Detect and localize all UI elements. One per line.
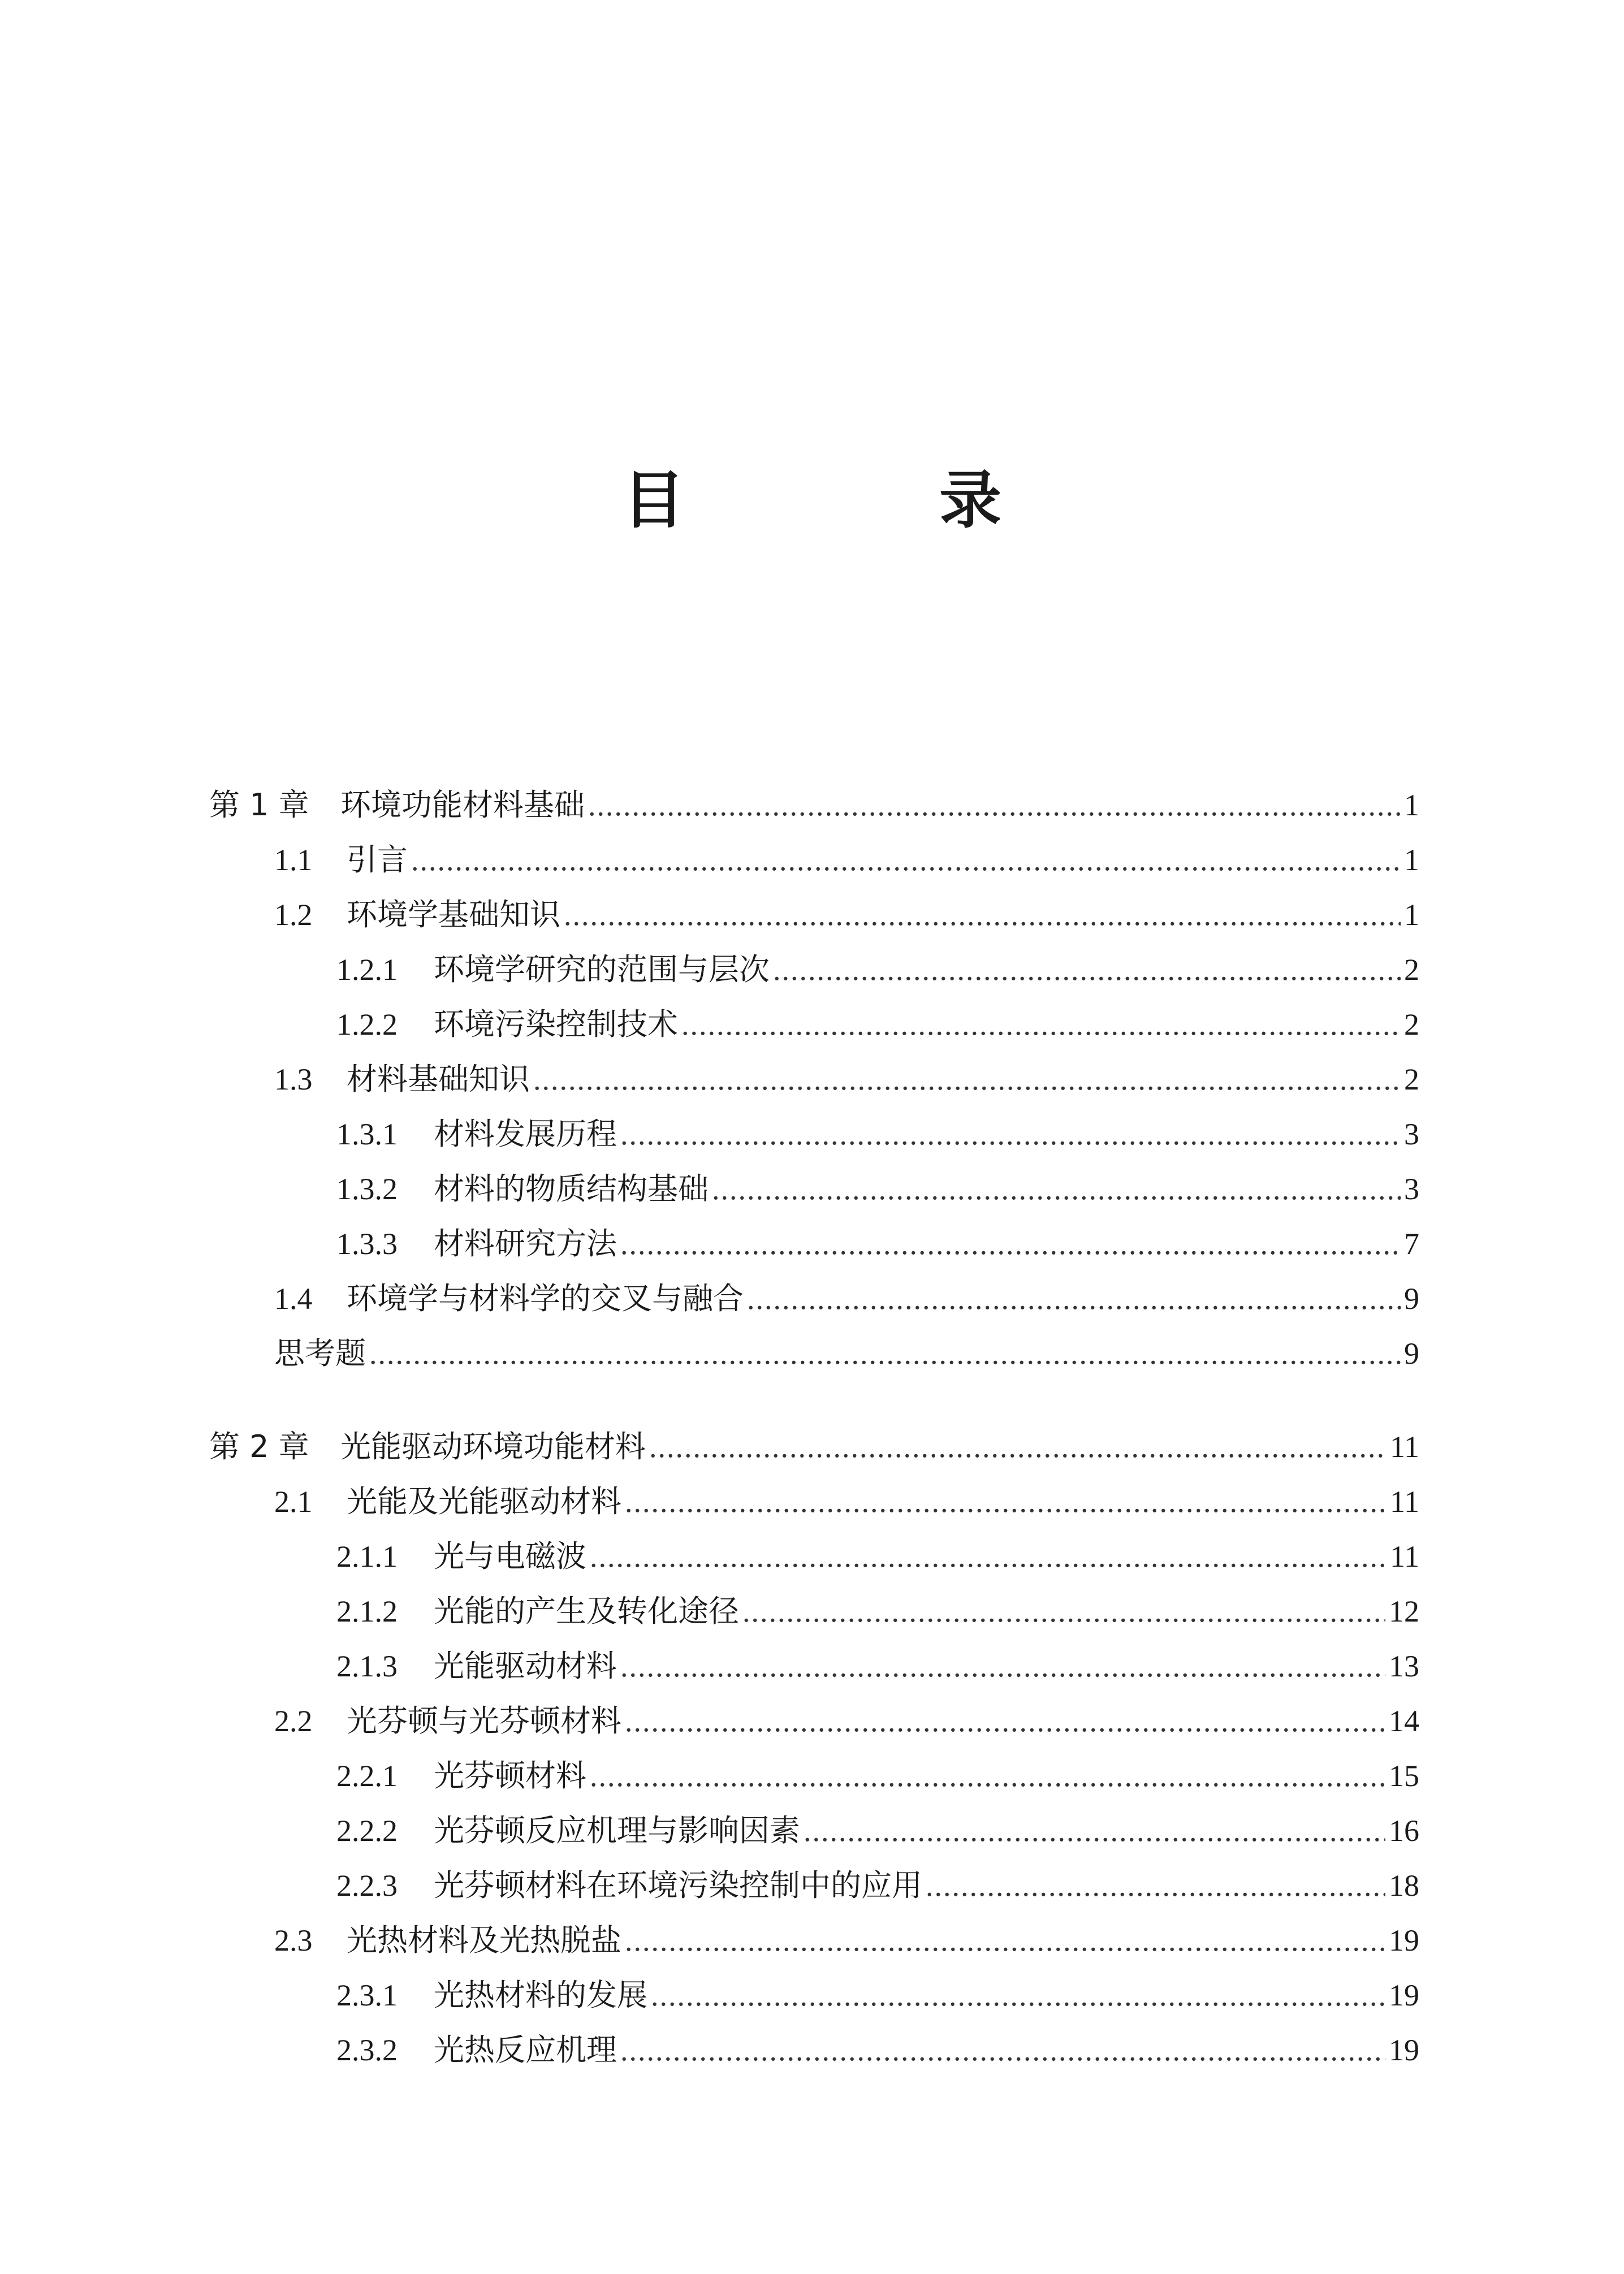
toc-leader-dots [651,1968,1385,2023]
toc-entry[interactable] [209,1106,1419,1161]
toc-entry-page-number: 11 [1390,1430,1419,1464]
toc-entry-page-number: 1 [1404,788,1419,822]
toc-entry-number: 第 2 章 [209,1429,309,1464]
toc-leader-dots [588,778,1401,833]
toc-entry[interactable] [209,1474,1419,1529]
toc-entry-page-number: 12 [1389,1594,1419,1628]
toc-entry-label: 材料发展历程 [434,1116,617,1152]
toc-entry-page-number: 1 [1404,843,1419,877]
toc-leader-dots [620,1217,1401,1272]
toc-entry[interactable] [209,1803,1419,1858]
toc-entry-number: 2.3.2 [336,2033,398,2067]
toc-entry-number: 1.3.1 [336,1117,398,1151]
toc-entry-label: 引言 [347,842,408,877]
toc-entry-label: 思考题 [274,1335,366,1371]
toc-entry-label: 光能及光能驱动材料 [347,1484,621,1519]
toc-entry-number: 1.3.2 [336,1172,398,1206]
toc-entry-label: 材料的物质结构基础 [434,1171,709,1207]
toc-entry-page-number: 14 [1389,1704,1419,1738]
toc-entry-label: 环境学与材料学的交叉与融合 [347,1281,744,1316]
toc-entry-label: 光热材料及光热脱盐 [347,1922,621,1958]
toc-leader-dots [712,1162,1401,1217]
toc-entry-number: 1.4 [274,1282,313,1316]
toc-entry-page-number: 11 [1390,1485,1419,1519]
toc-entry-number: 1.3 [274,1062,313,1096]
toc-entry-label: 光热材料的发展 [434,1977,647,2013]
toc-leader-dots [804,1804,1385,1858]
toc-entry-number: 2.3 [274,1923,313,1957]
toc-entry-label: 环境学基础知识 [347,897,560,932]
toc-entry-page-number: 7 [1404,1227,1419,1261]
toc-leader-dots [625,1913,1385,1968]
toc-leader-dots [533,1052,1401,1107]
toc-leader-dots [411,833,1401,888]
toc-leader-dots [369,1326,1401,1381]
toc-entry-number: 1.2 [274,898,313,932]
toc-entry-number: 1.2.1 [336,953,398,987]
toc-entry-label: 光能的产生及转化途径 [434,1593,739,1629]
toc-entry-label: 环境学研究的范围与层次 [434,952,770,987]
toc-entry-number: 2.1.3 [336,1649,398,1683]
toc-leader-dots [747,1272,1401,1326]
toc-leader-dots [681,997,1401,1052]
toc-leader-dots [564,888,1401,943]
toc-entry-label: 光芬顿材料在环境污染控制中的应用 [434,1867,922,1903]
toc-leader-dots [926,1858,1385,1913]
toc-entry-label: 环境功能材料基础 [340,787,585,823]
toc-entry-label: 光芬顿材料 [434,1758,586,1793]
toc-entry[interactable] [209,1968,1419,2022]
toc-entry-label: 光能驱动环境功能材料 [340,1429,646,1464]
toc-entry[interactable] [209,1748,1419,1803]
toc-entry-page-number: 13 [1389,1649,1419,1683]
table-of-contents [209,777,1419,2077]
toc-entry-page-number: 3 [1404,1172,1419,1206]
toc-entry[interactable] [209,1161,1419,1216]
toc-entry-number: 第 1 章 [209,787,309,823]
toc-entry-number: 2.2.3 [336,1869,398,1903]
toc-entry-number: 2.1.2 [336,1594,398,1628]
toc-entry[interactable] [209,887,1419,942]
toc-entry-number: 2.2.2 [336,1814,398,1848]
toc-entry[interactable] [209,1639,1419,1693]
toc-entry-page-number: 1 [1404,898,1419,932]
toc-entry-number: 2.1.1 [336,1540,398,1573]
toc-entry-page-number: 2 [1404,1008,1419,1041]
toc-chapter-entry[interactable] [209,1419,1419,1474]
toc-entry-number: 2.3.1 [336,1978,398,2012]
toc-entry[interactable] [209,1529,1419,1584]
toc-entry-label: 光与电磁波 [434,1538,586,1574]
toc-entry-label: 光能驱动材料 [434,1648,617,1684]
toc-entry-number: 1.3.3 [336,1227,398,1261]
toc-entry[interactable] [209,997,1419,1052]
toc-leader-dots [620,2023,1385,2078]
toc-entry-page-number: 9 [1404,1337,1419,1371]
toc-leader-dots [649,1420,1387,1475]
toc-entry-page-number: 16 [1389,1814,1419,1848]
toc-leader-dots [620,1107,1401,1162]
toc-entry[interactable] [209,1271,1419,1326]
page-title: 目 录 [623,464,1098,537]
toc-entry-label: 光芬顿反应机理与影响因素 [434,1813,800,1848]
toc-entry-page-number: 19 [1389,2033,1419,2067]
toc-entry-page-number: 15 [1389,1759,1419,1793]
toc-entry-number: 2.2 [274,1704,313,1738]
toc-entry-page-number: 11 [1390,1540,1419,1573]
toc-entry-number: 1.2.2 [336,1008,398,1041]
toc-leader-dots [590,1529,1387,1584]
toc-entry-page-number: 19 [1389,1923,1419,1957]
toc-entry-label: 光芬顿与光芬顿材料 [347,1703,621,1739]
toc-entry[interactable] [209,1216,1419,1271]
toc-leader-dots [773,943,1401,997]
toc-entry[interactable] [209,2022,1419,2077]
toc-chapter-entry[interactable] [209,777,1419,832]
toc-leader-dots [742,1584,1385,1639]
toc-entry[interactable] [209,832,1419,887]
toc-entry-label: 材料基础知识 [347,1061,530,1097]
toc-leader-dots [620,1639,1385,1694]
toc-leader-dots [625,1475,1387,1529]
toc-leader-dots [590,1749,1385,1804]
toc-entry-label: 环境污染控制技术 [434,1006,678,1042]
toc-entry[interactable] [209,1913,1419,1968]
toc-entry-page-number: 18 [1389,1869,1419,1903]
toc-entry-page-number: 2 [1404,1062,1419,1096]
toc-entry-label: 光热反应机理 [434,2032,617,2068]
toc-entry[interactable] [209,1858,1419,1913]
toc-entry-label: 材料研究方法 [434,1226,617,1261]
toc-leader-dots [625,1694,1385,1749]
toc-entry[interactable] [209,1326,1419,1381]
toc-entry-number: 1.1 [274,843,313,877]
toc-entry-page-number: 9 [1404,1282,1419,1316]
toc-entry[interactable] [209,1584,1419,1639]
toc-entry-number: 2.1 [274,1485,313,1519]
toc-entry-page-number: 19 [1389,1978,1419,2012]
toc-entry-number: 2.2.1 [336,1759,398,1793]
toc-entry-page-number: 3 [1404,1117,1419,1151]
toc-entry[interactable] [209,942,1419,997]
toc-entry-page-number: 2 [1404,953,1419,987]
toc-entry[interactable] [209,1052,1419,1106]
toc-entry[interactable] [209,1693,1419,1748]
